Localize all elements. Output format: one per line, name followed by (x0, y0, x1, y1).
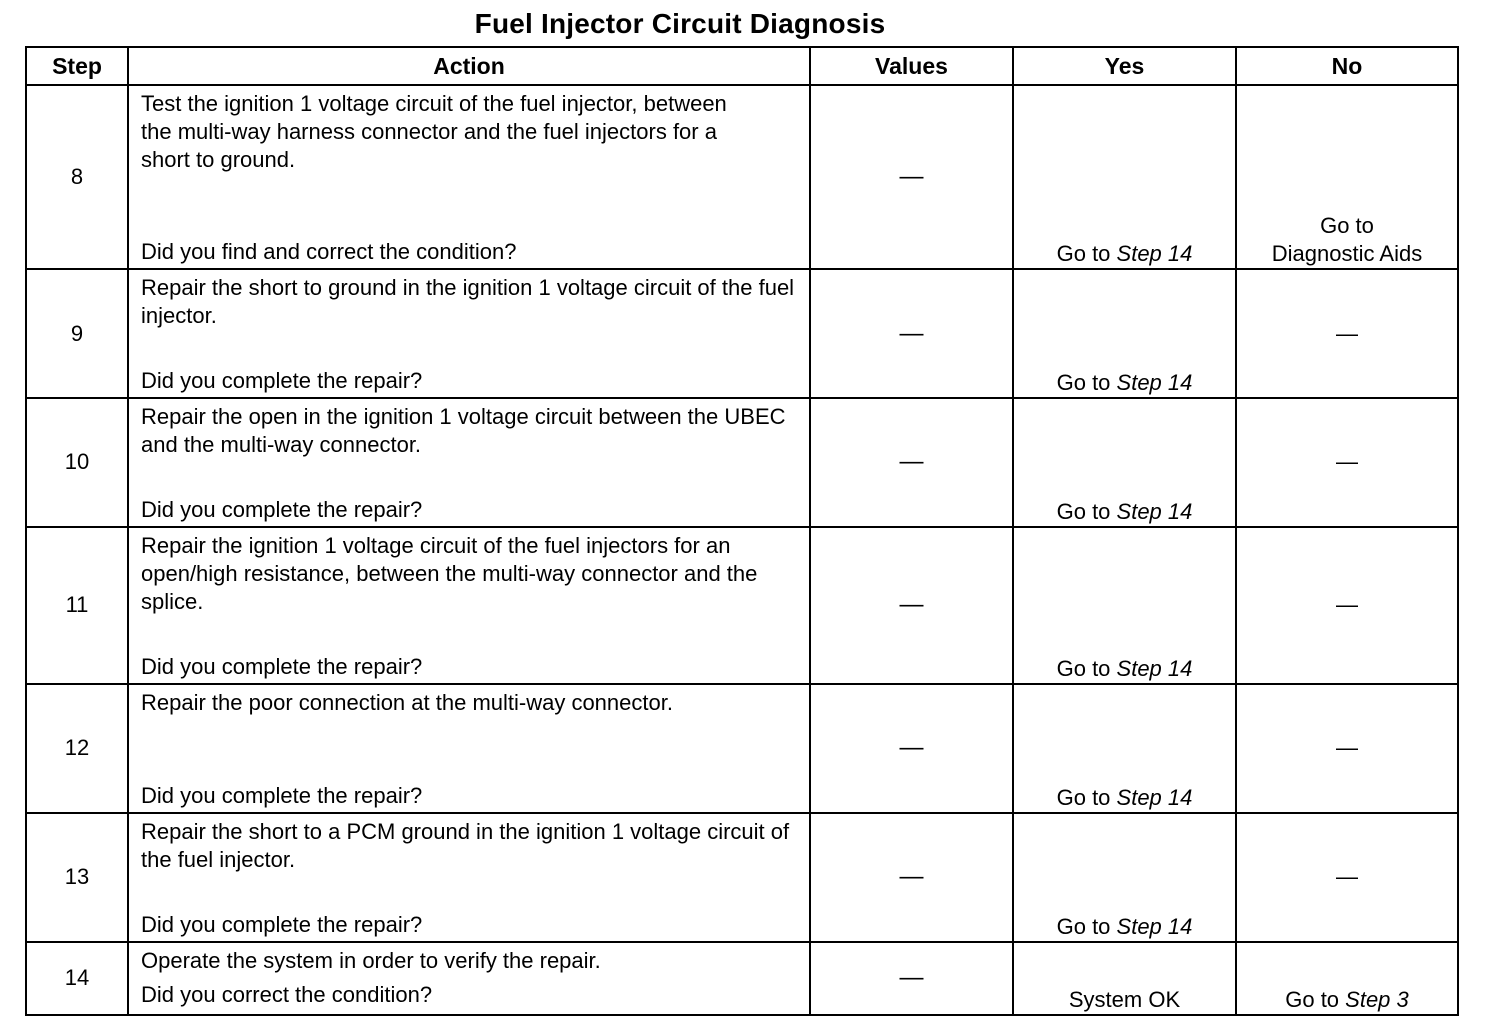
yes-cell (1013, 813, 1236, 942)
action-text: Repair the open in the ignition 1 voltage circuit between the UBEC and the multi-way connector. (141, 404, 786, 458)
step-number: 9 (26, 269, 128, 398)
table-row (26, 684, 1458, 813)
yes-cell (1013, 527, 1236, 684)
table-row (26, 85, 1458, 269)
no-cell (1236, 942, 1458, 1016)
yes-prefix: Go to (1056, 498, 1117, 524)
yes-step-link[interactable]: Step 14 (1116, 784, 1193, 810)
action-text: Test the ignition 1 voltage circuit of the fuel injector, between the multi-way harness connector and the fuel injectors for a short to ground. (141, 91, 727, 172)
yes-cell (1013, 398, 1236, 527)
header-action: Action (128, 47, 810, 85)
action-question: Did you complete the repair? (141, 653, 423, 679)
action-cell (128, 85, 810, 269)
yes-prefix: Go to (1056, 655, 1117, 681)
action-question: Did you complete the repair? (141, 496, 423, 522)
yes-cell: System OK (1013, 942, 1236, 1016)
values-cell: — (810, 398, 1013, 527)
yes-cell (1013, 269, 1236, 398)
action-cell (128, 398, 810, 527)
values-cell: — (810, 942, 1013, 1016)
no-prefix: Go to (1285, 987, 1346, 1012)
action-text: Repair the short to ground in the ignition 1 voltage circuit of the fuel injector. (141, 275, 795, 329)
yes-step-link[interactable]: Step 14 (1116, 498, 1193, 524)
yes-cell (1013, 85, 1236, 269)
step-number: 11 (26, 527, 128, 684)
yes-prefix: Go to (1056, 784, 1117, 810)
step-number: 8 (26, 85, 128, 269)
no-cell: — (1236, 527, 1458, 684)
yes-step-link[interactable]: Step 14 (1116, 241, 1193, 267)
no-cell: — (1236, 684, 1458, 813)
step-number: 13 (26, 813, 128, 942)
values-cell: — (810, 527, 1013, 684)
table-row (26, 527, 1458, 684)
header-row (26, 47, 1458, 85)
values-cell: — (810, 813, 1013, 942)
no-cell (1236, 85, 1458, 269)
yes-cell (1013, 684, 1236, 813)
action-question: Did you complete the repair? (141, 782, 423, 808)
header-no: No (1236, 47, 1458, 85)
action-text: Repair the ignition 1 voltage circuit of the fuel injectors for an open/high resistance, between the multi-way connector and the splice. (141, 532, 758, 614)
no-diagnostic-aids-link[interactable]: Diagnostic Aids (1271, 241, 1423, 267)
action-text: Repair the poor connection at the multi-way connector. (141, 689, 673, 715)
action-cell (128, 684, 810, 813)
action-cell (128, 942, 810, 1016)
diagnosis-table (25, 46, 1459, 1016)
action-question: Did you complete the repair? (141, 368, 423, 394)
action-question: Did you find and correct the condition? (141, 239, 517, 265)
header-step: Step (26, 47, 128, 85)
yes-step-link[interactable]: Step 14 (1116, 370, 1193, 396)
yes-step-link[interactable]: Step 14 (1116, 655, 1193, 681)
action-cell (128, 813, 810, 942)
no-cell: — (1236, 269, 1458, 398)
step-number: 14 (26, 942, 128, 1016)
yes-prefix: Go to (1056, 241, 1117, 267)
action-text: Operate the system in order to verify the repair. (141, 947, 601, 973)
values-cell: — (810, 684, 1013, 813)
table-row (26, 813, 1458, 942)
action-text: Repair the short to a PCM ground in the ignition 1 voltage circuit of the fuel injector. (141, 818, 790, 872)
no-line-1: Go to (1320, 213, 1374, 239)
page-title: Fuel Injector Circuit Diagnosis (474, 8, 886, 39)
no-cell: — (1236, 813, 1458, 942)
no-step-link[interactable]: Step 3 (1345, 987, 1409, 1012)
values-cell: — (810, 269, 1013, 398)
values-cell: — (810, 85, 1013, 269)
header-values: Values (810, 47, 1013, 85)
no-cell: — (1236, 398, 1458, 527)
yes-step-link[interactable]: Step 14 (1116, 913, 1193, 939)
yes-prefix: Go to (1056, 370, 1117, 396)
table-row (26, 942, 1458, 1016)
action-cell (128, 527, 810, 684)
step-number: 10 (26, 398, 128, 527)
header-yes: Yes (1013, 47, 1236, 85)
step-number: 12 (26, 684, 128, 813)
action-question: Did you correct the condition? (141, 981, 433, 1007)
action-cell (128, 269, 810, 398)
table-row (26, 398, 1458, 527)
yes-prefix: Go to (1056, 913, 1117, 939)
table-row (26, 269, 1458, 398)
action-question: Did you complete the repair? (141, 911, 423, 937)
